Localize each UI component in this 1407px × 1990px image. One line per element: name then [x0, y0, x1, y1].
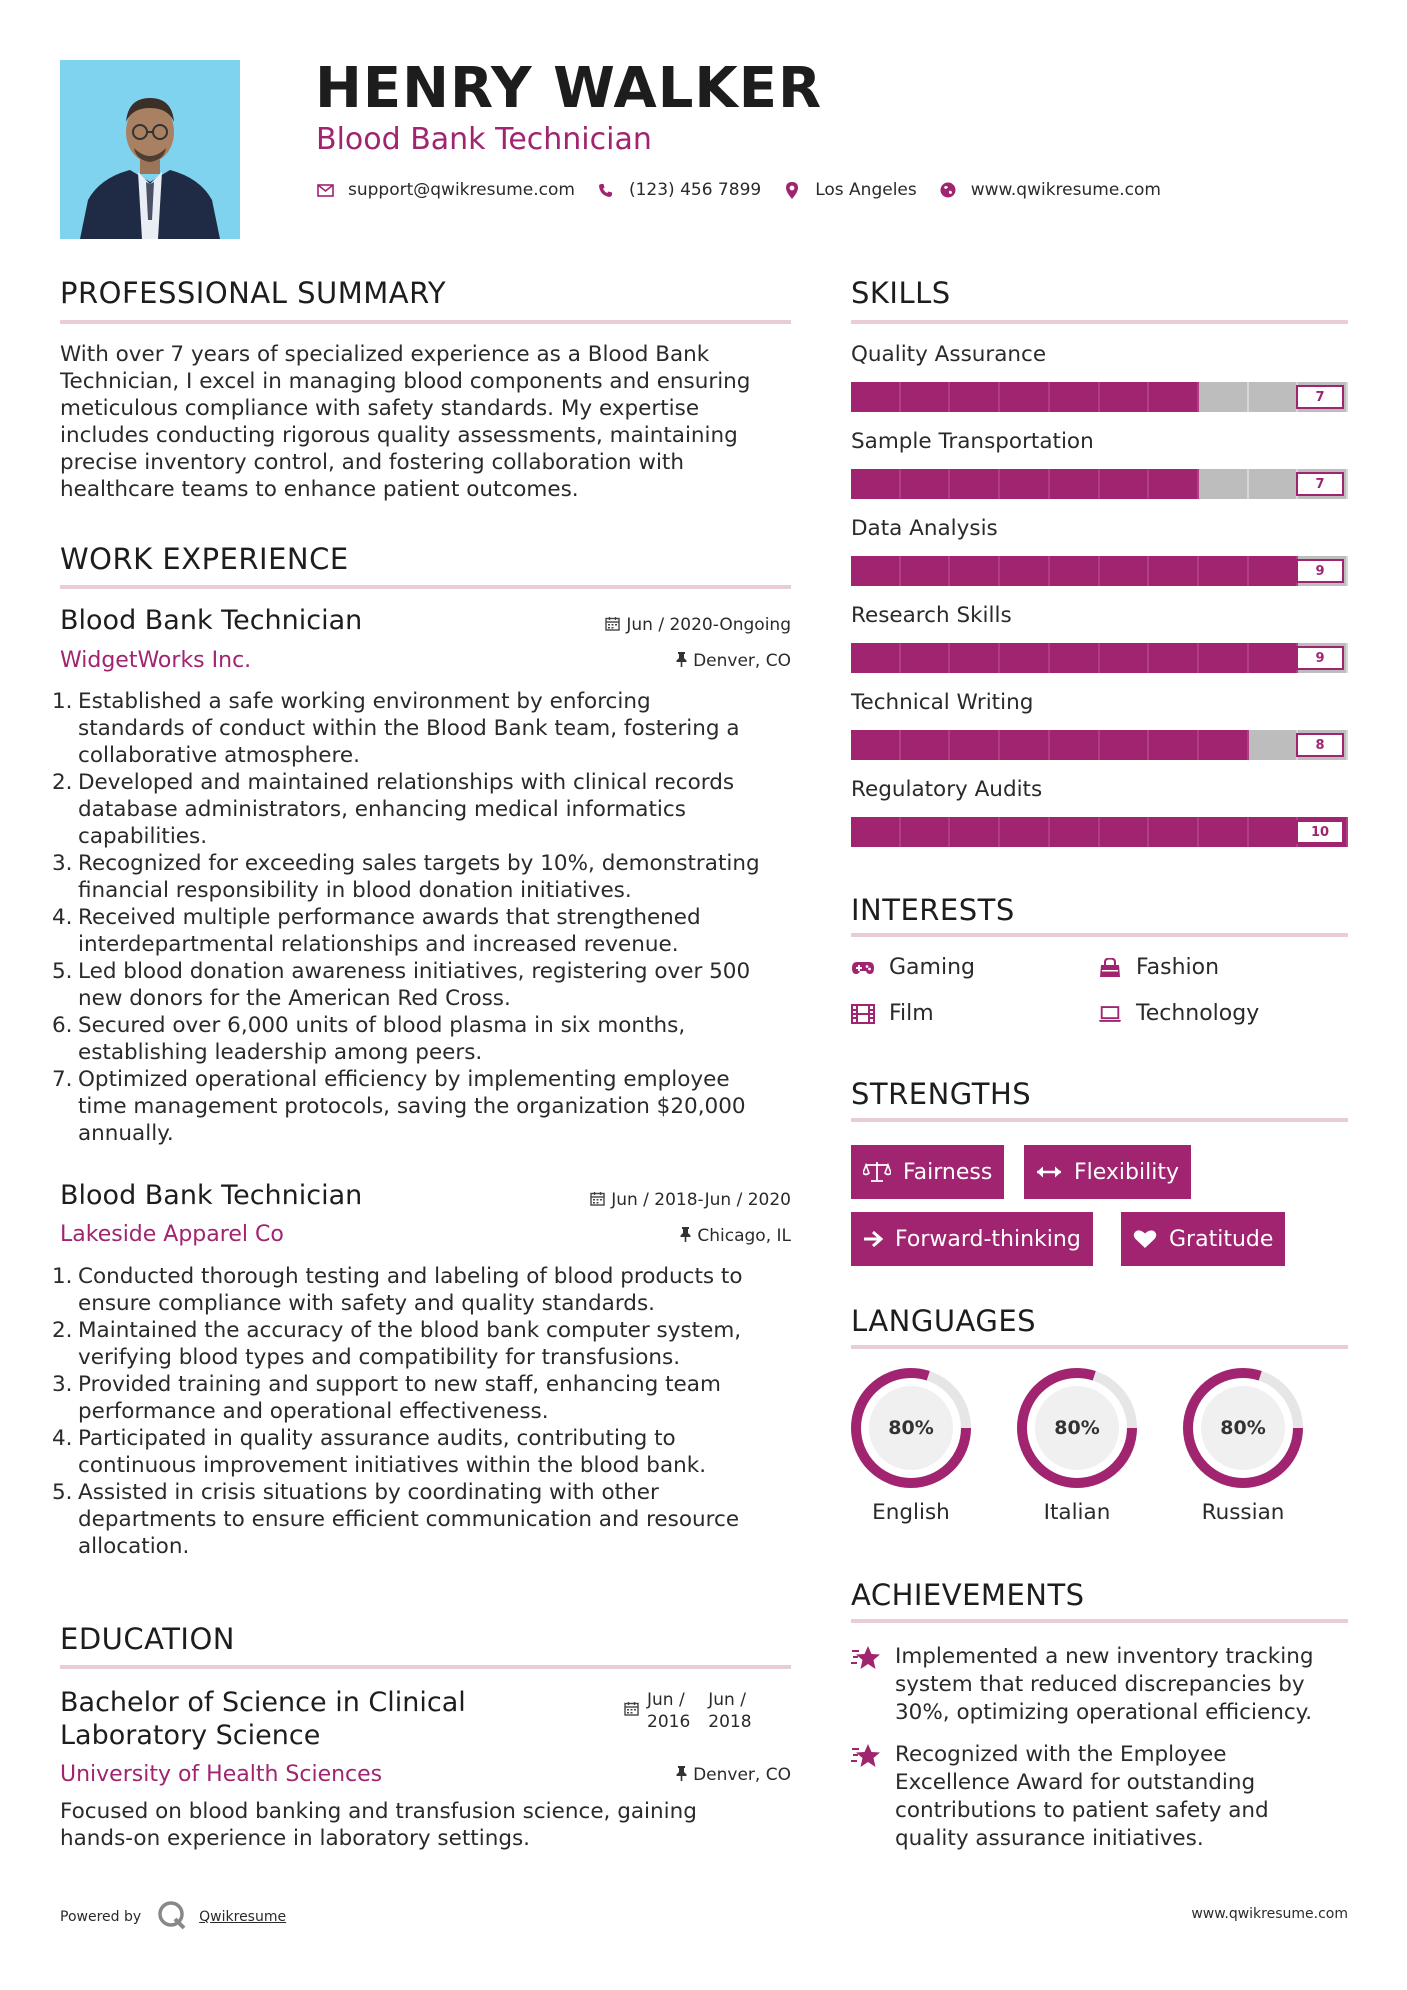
calendar-icon — [590, 1191, 605, 1210]
job-dates-text: Jun / 2018-Jun / 2020 — [611, 1190, 791, 1210]
skill-bar-segment — [1199, 556, 1249, 586]
language-percent: 80% — [1054, 1417, 1100, 1439]
globe-icon — [939, 182, 957, 198]
contact-phone[interactable] — [597, 180, 761, 200]
summary-heading: PROFESSIONAL SUMMARY — [60, 276, 447, 310]
education-divider — [60, 1665, 791, 1669]
skill-label: Regulatory Audits — [851, 777, 1043, 802]
skill-bar-segment — [1050, 817, 1100, 847]
skill-bar-segment — [851, 643, 901, 673]
job-location — [680, 1226, 791, 1246]
email-text: support@qwikresume.com — [348, 180, 575, 200]
skill-bar-segment — [1249, 643, 1299, 673]
list-item: 3. Recognized for exceeding sales targets by 10%, demonstrating financial responsibility in blood donation initiatives. — [52, 851, 760, 903]
skill-level-bar — [851, 817, 1348, 847]
language-item — [1181, 1366, 1305, 1525]
skill-bar-segment — [851, 469, 901, 499]
skill-bar-segment — [1199, 643, 1249, 673]
skill-bar-segment — [1249, 382, 1299, 412]
skill-bar-segment — [901, 730, 951, 760]
skill-bar-segment — [1100, 643, 1150, 673]
experience-heading: WORK EXPERIENCE — [60, 542, 349, 576]
candidate-name: HENRY WALKER — [315, 56, 823, 121]
skill-bar-segment — [1149, 643, 1199, 673]
languages-divider — [851, 1345, 1348, 1349]
footer-website[interactable]: www.qwikresume.com — [1191, 1906, 1348, 1922]
film-icon — [851, 1004, 875, 1024]
calendar-icon — [624, 1700, 639, 1722]
education-location — [676, 1765, 791, 1785]
interests-divider — [851, 933, 1348, 937]
list-item: 5. Led blood donation awareness initiatives, registering over 500 new donors for the American Red Cross. — [52, 959, 751, 1011]
language-percent: 80% — [888, 1417, 934, 1439]
skill-bar-segment — [851, 556, 901, 586]
skill-bar-segment — [1149, 382, 1199, 412]
job-dates-text: Jun / 2020-Ongoing — [626, 615, 791, 635]
skill-bar-segment — [901, 382, 951, 412]
strength-gratitude: Gratitude — [1121, 1212, 1285, 1266]
skill-bar-segment — [1149, 817, 1199, 847]
job-company: WidgetWorks Inc. — [60, 648, 252, 673]
profile-photo — [60, 60, 240, 239]
qwikresume-link[interactable]: Qwikresume — [199, 1909, 287, 1925]
skill-bar-segment — [1199, 817, 1249, 847]
job-duties-list — [52, 688, 790, 1147]
strengths-heading: STRENGTHS — [851, 1077, 1032, 1111]
skill-level-bar — [851, 556, 1348, 586]
envelope-icon — [316, 184, 334, 197]
strengths-divider — [851, 1118, 1348, 1122]
language-item — [1015, 1366, 1139, 1525]
pin-icon — [680, 1227, 691, 1246]
achievements-divider — [851, 1619, 1348, 1623]
location-text: Los Angeles — [815, 180, 917, 200]
list-item: 1. Conducted thorough testing and labeling of blood products to ensure compliance with safety and quality standards. — [52, 1264, 743, 1316]
pin-icon — [676, 652, 687, 671]
job-dates — [605, 615, 791, 635]
skill-bar-segment — [1249, 730, 1299, 760]
contact-website[interactable] — [939, 180, 1161, 200]
skill-bar-segment — [1100, 730, 1150, 760]
job-title: Blood Bank Technician — [60, 605, 363, 636]
skill-bar-segment — [1100, 382, 1150, 412]
achievements-heading: ACHIEVEMENTS — [851, 1578, 1085, 1612]
experience-divider — [60, 585, 791, 589]
skills-divider — [851, 320, 1348, 324]
interests-heading: INTERESTS — [851, 893, 1015, 927]
interest-fashion: Fashion — [1098, 955, 1219, 980]
skill-level-badge: 9 — [1296, 646, 1344, 670]
skill-bar-segment — [1249, 469, 1299, 499]
heart-icon — [1133, 1229, 1157, 1249]
skill-bar-segment — [1199, 730, 1249, 760]
footer-powered-by — [60, 1900, 286, 1934]
achievement-item: Implemented a new inventory tracking system that reduced discrepancies by 30%, optimizing operational efficiency. — [851, 1643, 1351, 1727]
strength-fairness: Fairness — [851, 1145, 1004, 1199]
job-title: Blood Bank Technician — [60, 1180, 363, 1211]
skill-bar-segment — [901, 643, 951, 673]
contact-email[interactable] — [316, 180, 575, 200]
job-company: Lakeside Apparel Co — [60, 1222, 284, 1247]
skill-level-badge: 7 — [1296, 472, 1344, 496]
skill-bar-segment — [1149, 556, 1199, 586]
summary-divider — [60, 320, 791, 324]
languages-heading: LANGUAGES — [851, 1304, 1037, 1338]
skill-bar-segment — [1050, 730, 1100, 760]
skill-level-badge: 9 — [1296, 559, 1344, 583]
calendar-icon — [605, 616, 620, 635]
language-item — [849, 1366, 973, 1525]
strength-flexibility: Flexibility — [1024, 1145, 1191, 1199]
list-item: 5. Assisted in crisis situations by coordinating with other departments to ensure efficient communication and resource allocation. — [52, 1480, 740, 1559]
skill-bar-segment — [1249, 817, 1299, 847]
skill-bar-segment — [1000, 469, 1050, 499]
pin-icon — [676, 1766, 687, 1785]
skill-level-bar — [851, 382, 1348, 412]
skill-bar-segment — [901, 556, 951, 586]
skill-level-badge: 8 — [1296, 733, 1344, 757]
skill-bar-segment — [950, 556, 1000, 586]
language-name: Russian — [1201, 1500, 1285, 1525]
arrow-right-icon — [863, 1230, 883, 1248]
skill-bar-segment — [950, 817, 1000, 847]
list-item: 2. Developed and maintained relationships with clinical records database administrators, enhancing medical informatics capabilities. — [52, 770, 735, 849]
contact-location — [783, 180, 917, 200]
skill-bar-segment — [950, 643, 1000, 673]
skill-bar-segment — [950, 469, 1000, 499]
skill-bar-segment — [1149, 469, 1199, 499]
skill-bar-segment — [1100, 556, 1150, 586]
star-icon — [851, 1741, 895, 1853]
qwikresume-logo-icon — [157, 1900, 187, 1934]
job-duties-list — [52, 1263, 790, 1560]
skill-bar-segment — [1199, 382, 1249, 412]
laptop-icon — [1098, 1004, 1122, 1024]
phone-icon — [597, 183, 615, 198]
language-name: English — [872, 1500, 950, 1525]
balance-scale-icon — [863, 1161, 891, 1183]
map-pin-icon — [783, 182, 801, 199]
skill-bar-segment — [851, 817, 901, 847]
list-item: 6. Secured over 6,000 units of blood plasma in six months, establishing leadership among peers. — [52, 1013, 686, 1065]
candidate-title: Blood Bank Technician — [316, 122, 652, 157]
gamepad-icon — [851, 958, 875, 978]
skill-bar-segment — [950, 730, 1000, 760]
skill-level-badge: 7 — [1296, 385, 1344, 409]
end-date: Jun / 2018 — [708, 1690, 752, 1732]
skill-bar-segment — [1050, 556, 1100, 586]
skill-label: Data Analysis — [851, 516, 998, 541]
language-name: Italian — [1043, 1500, 1111, 1525]
job-location-text: Chicago, IL — [697, 1226, 791, 1246]
language-percent: 80% — [1220, 1417, 1266, 1439]
skill-bar-segment — [1050, 643, 1100, 673]
job-location-text: Denver, CO — [693, 651, 791, 671]
skill-bar-segment — [1000, 382, 1050, 412]
skill-label: Sample Transportation — [851, 429, 1094, 454]
summary-line: With over 7 years of specialized experience as a Blood Bank — [60, 342, 710, 367]
skill-bar-segment — [1000, 817, 1050, 847]
skill-bar-segment — [851, 730, 901, 760]
skill-level-badge: 10 — [1296, 820, 1344, 844]
skill-bar-segment — [1100, 469, 1150, 499]
education-dates — [624, 1689, 752, 1733]
skill-bar-segment — [1199, 469, 1249, 499]
arrows-horizontal-icon — [1036, 1165, 1062, 1179]
skill-level-bar — [851, 730, 1348, 760]
shopping-bag-icon — [1098, 958, 1122, 978]
job-dates — [590, 1190, 791, 1210]
skill-bar-segment — [1050, 382, 1100, 412]
skill-bar-segment — [950, 382, 1000, 412]
start-date: Jun / 2016 — [647, 1690, 691, 1732]
list-item: 7. Optimized operational efficiency by implementing employee time management protocols, saving the organization $20,000 annually. — [52, 1067, 746, 1146]
skill-bar-segment — [1149, 730, 1199, 760]
interest-technology: Technology — [1098, 1001, 1259, 1026]
skill-bar-segment — [1100, 817, 1150, 847]
skill-bar-segment — [901, 469, 951, 499]
skill-bar-segment — [1000, 556, 1050, 586]
skill-bar-segment — [851, 382, 901, 412]
skill-label: Technical Writing — [851, 690, 1034, 715]
summary-text — [60, 341, 800, 503]
summary-line: precise inventory control, and fostering collaboration with — [60, 450, 684, 475]
summary-line: includes conducting rigorous quality assessments, maintaining — [60, 423, 738, 448]
phone-text: (123) 456 7899 — [628, 180, 762, 200]
skill-level-bar — [851, 469, 1348, 499]
interest-film: Film — [851, 1001, 934, 1026]
list-item: 1. Established a safe working environment by enforcing standards of conduct within the Blood Bank team, fostering a collaborative atmosphere. — [52, 689, 740, 768]
skill-bar-segment — [1050, 469, 1100, 499]
powered-by-label: Powered by — [60, 1909, 142, 1925]
skill-label: Quality Assurance — [851, 342, 1047, 367]
summary-line: healthcare teams to enhance patient outcomes. — [60, 477, 579, 502]
job-location — [676, 651, 791, 671]
list-item: 4. Participated in quality assurance audits, contributing to continuous improvement initiatives within the blood bank. — [52, 1426, 707, 1478]
achievement-item: Recognized with the Employee Excellence Award for outstanding contributions to patient safety and quality assurance initiatives. — [851, 1741, 1351, 1853]
summary-line: meticulous compliance with safety standards. My expertise — [60, 396, 700, 421]
website-text: www.qwikresume.com — [970, 180, 1161, 200]
education-description: Focused on blood banking and transfusion science, gaining hands-on experience in laboratory settings. — [60, 1799, 697, 1851]
degree-title: Bachelor of Science in Clinical Laboratory Science — [60, 1687, 466, 1751]
education-heading: EDUCATION — [60, 1622, 236, 1656]
education-location-text: Denver, CO — [693, 1765, 791, 1785]
strength-forward-thinking: Forward-thinking — [851, 1212, 1093, 1266]
skills-heading: SKILLS — [851, 276, 951, 310]
skill-bar-segment — [901, 817, 951, 847]
list-item: 2. Maintained the accuracy of the blood bank computer system, verifying blood types and compatibility for transfusions. — [52, 1318, 742, 1370]
skill-bar-segment — [1000, 643, 1050, 673]
contact-bar — [316, 180, 1183, 200]
school-name: University of Health Sciences — [60, 1762, 383, 1787]
list-item: 4. Received multiple performance awards that strengthened interdepartmental relationships and increased revenue. — [52, 905, 701, 957]
interest-gaming: Gaming — [851, 955, 975, 980]
star-icon — [851, 1643, 895, 1727]
skill-level-bar — [851, 643, 1348, 673]
summary-line: Technician, I excel in managing blood components and ensuring — [60, 369, 751, 394]
skill-label: Research Skills — [851, 603, 1012, 628]
skill-bar-segment — [1249, 556, 1299, 586]
skill-bar-segment — [1000, 730, 1050, 760]
list-item: 3. Provided training and support to new staff, enhancing team performance and operational effectiveness. — [52, 1372, 721, 1424]
